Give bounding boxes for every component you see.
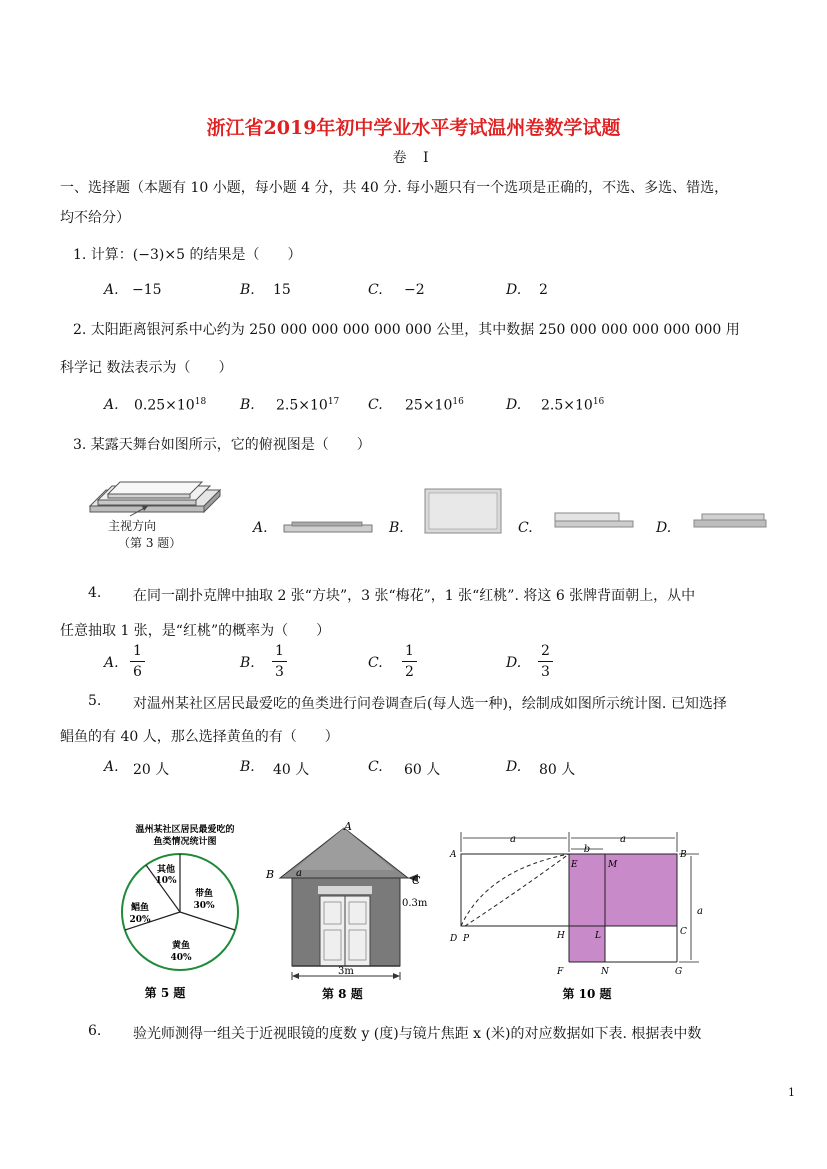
q2-option-a-letter: A. xyxy=(104,397,119,413)
q3-figure-caption: （第 3 题） xyxy=(118,536,182,550)
fig8-caption: 第 8 题 xyxy=(322,987,363,1001)
fig5-slice-pomfret-name: 鲳鱼 xyxy=(130,903,150,913)
paper-section-label: 卷 Ⅰ xyxy=(392,150,435,166)
fig10-arc-1 xyxy=(461,854,569,926)
q5-stem-line1: 对温州某社区居民最爱吃的鱼类进行问卷调查后(每人选一种)，绘制成如图所示统计图. 已知选择 xyxy=(133,696,727,712)
q4-stem-line2: 任意抽取 1 张，是“红桃”的概率为（ ） xyxy=(60,623,331,639)
q1-option-b-letter: B. xyxy=(240,282,255,298)
fig8-dim-side: 0.3m xyxy=(402,898,428,909)
fig10-point-e: E xyxy=(571,860,578,870)
fig8-label-a: A xyxy=(344,822,352,833)
q2-option-a-value: $0.25\times 10^{18}$ xyxy=(134,397,207,414)
q6-number: 6. xyxy=(88,1023,102,1039)
q5-option-c-letter: C. xyxy=(368,759,383,775)
fig8-label-b: B xyxy=(266,868,275,881)
q4-option-a-letter: A. xyxy=(104,655,119,671)
q2-option-c-letter: C. xyxy=(368,397,383,413)
fig5-slice-croaker-pct: 40% xyxy=(170,953,192,963)
fig5-slice-pomfret-pct: 20% xyxy=(129,915,151,925)
fig10-point-n: N xyxy=(601,967,609,977)
fig10-dim-side: a xyxy=(697,906,703,917)
q3-figure-label-view: 主视方向 xyxy=(108,519,157,533)
page-title: 浙江省2019年初中学业水平考试温州卷数学试题 xyxy=(206,117,621,139)
fig5-slice-hairtail-name: 带鱼 xyxy=(194,889,214,899)
q4-option-d-letter: D. xyxy=(506,655,522,671)
fig10-dim-a2: a xyxy=(620,834,626,845)
q2-option-b-value: $2.5\times 10^{17}$ xyxy=(276,397,340,414)
q4-option-b-letter: B. xyxy=(240,655,255,671)
q4-option-b-fraction: $\frac{1}{3}$ xyxy=(272,641,287,682)
q2-stem-line2: 科学记 数法表示为（ ） xyxy=(60,360,233,376)
q1-option-a-value: −15 xyxy=(132,282,162,298)
q2-option-c-value: $25\times 10^{16}$ xyxy=(405,397,464,414)
fig8-dim-arrow-right xyxy=(393,973,400,979)
q3-option-d-figure xyxy=(692,512,768,530)
q3-option-c-letter: C. xyxy=(518,520,533,536)
q5-option-b-value: 40 人 xyxy=(273,762,310,778)
fig10-point-l: L xyxy=(595,931,601,941)
fig10-point-a: A xyxy=(450,850,457,860)
fig5-slice-other-pct: 10% xyxy=(155,876,177,886)
q5-option-c-value: 60 人 xyxy=(404,762,441,778)
fig10-point-c: C xyxy=(680,927,687,937)
q4-option-c-fraction: $\frac{1}{2}$ xyxy=(402,641,417,682)
fig10-square-diagram xyxy=(447,822,717,1012)
q5-option-a-value: 20 人 xyxy=(133,762,170,778)
fig10-dim-b: b xyxy=(583,844,591,855)
q5-number: 5. xyxy=(88,693,102,709)
fig10-arc-2 xyxy=(465,854,569,926)
fig5-pie-chart xyxy=(110,822,260,1012)
q3-option-a-letter: A. xyxy=(253,520,268,536)
q1-stem: 1. 计算：(−3)×5 的结果是（ ） xyxy=(73,247,302,263)
fig10-point-h: H xyxy=(557,931,565,941)
q5-option-b-letter: B. xyxy=(240,759,255,775)
q1-option-b-value: 15 xyxy=(273,282,291,298)
q1-option-c-value: −2 xyxy=(404,282,425,298)
q6-stem: 验光师测得一组关于近视眼镜的度数 y (度)与镜片焦距 x (米)的对应数据如下表. 根据表中数 xyxy=(133,1026,702,1042)
q3-option-a-figure xyxy=(282,520,376,534)
fig10-point-b: B xyxy=(680,850,687,860)
fig8-dim-arrow-left xyxy=(292,973,299,979)
fig10-point-d: D xyxy=(450,934,458,944)
section-heading-line1: 一、选择题（本题有 10 小题，每小题 4 分，共 40 分. 每小题只有一个选项是正确的，不选、多选、错选， xyxy=(60,180,729,196)
q1-option-c-letter: C. xyxy=(368,282,383,298)
q3-option-b-figure xyxy=(423,487,505,537)
q2-option-d-letter: D. xyxy=(506,397,522,413)
fig5-title-line1: 温州某社区居民最爱吃的 xyxy=(135,825,235,835)
fig10-point-m: M xyxy=(608,860,618,870)
q5-option-a-letter: A. xyxy=(104,759,119,775)
q3-stem: 3. 某露天舞台如图所示，它的俯视图是（ ） xyxy=(73,437,371,453)
q1-option-a-letter: A. xyxy=(104,282,119,298)
fig8-door-lintel xyxy=(318,886,372,894)
fig5-slice-other-name: 其他 xyxy=(156,865,176,875)
q4-number: 4. xyxy=(88,585,102,601)
fig8-dim-bottom: 3m xyxy=(338,966,354,977)
fig5-title-line2: 鱼类情况统计图 xyxy=(153,837,217,847)
fig8-label-alpha: a xyxy=(296,868,302,879)
fig10-shaded-strip xyxy=(569,854,605,962)
q4-option-c-letter: C. xyxy=(368,655,383,671)
q5-option-d-letter: D. xyxy=(506,759,522,775)
q2-option-b-letter: B. xyxy=(240,397,255,413)
q4-option-a-fraction: $\frac{1}{6}$ xyxy=(130,641,145,682)
page-number: 1 xyxy=(788,1086,795,1099)
q5-stem-line2: 鲳鱼的有 40 人，那么选择黄鱼的有（ ） xyxy=(60,729,339,745)
q1-option-d-value: 2 xyxy=(539,282,548,298)
q1-option-d-letter: D. xyxy=(506,282,522,298)
fig5-slice-hairtail-pct: 30% xyxy=(193,901,215,911)
q3-option-c-figure xyxy=(553,511,635,531)
fig8-roof-inner xyxy=(294,828,394,870)
fig10-caption: 第 10 题 xyxy=(562,987,612,1001)
fig10-point-p: P xyxy=(463,934,470,944)
q5-option-d-value: 80 人 xyxy=(539,762,576,778)
fig8-label-c: C xyxy=(412,874,421,887)
q3-option-d-letter: D. xyxy=(656,520,672,536)
fig8-house-diagram xyxy=(262,822,432,1012)
q2-stem-line1: 2. 太阳距离银河系中心约为 250 000 000 000 000 000 公里，其中数据 250 000 000 000 000 000 用 xyxy=(73,322,740,338)
fig10-point-g: G xyxy=(675,967,683,977)
fig5-slice-croaker-name: 黄鱼 xyxy=(171,941,191,951)
q4-stem-line1: 在同一副扑克牌中抽取 2 张“方块”，3 张“梅花”，1 张“红桃”. 将这 6 张牌背面朝上，从中 xyxy=(133,588,696,604)
q4-option-d-fraction: $\frac{2}{3}$ xyxy=(538,641,553,682)
fig10-dim-a1: a xyxy=(510,834,516,845)
section-heading-line2: 均不给分） xyxy=(60,210,130,226)
fig10-point-f: F xyxy=(557,967,564,977)
fig5-caption: 第 5 题 xyxy=(144,986,186,1000)
q2-option-d-value: $2.5\times 10^{16}$ xyxy=(541,397,605,414)
q3-option-b-letter: B. xyxy=(389,520,404,536)
